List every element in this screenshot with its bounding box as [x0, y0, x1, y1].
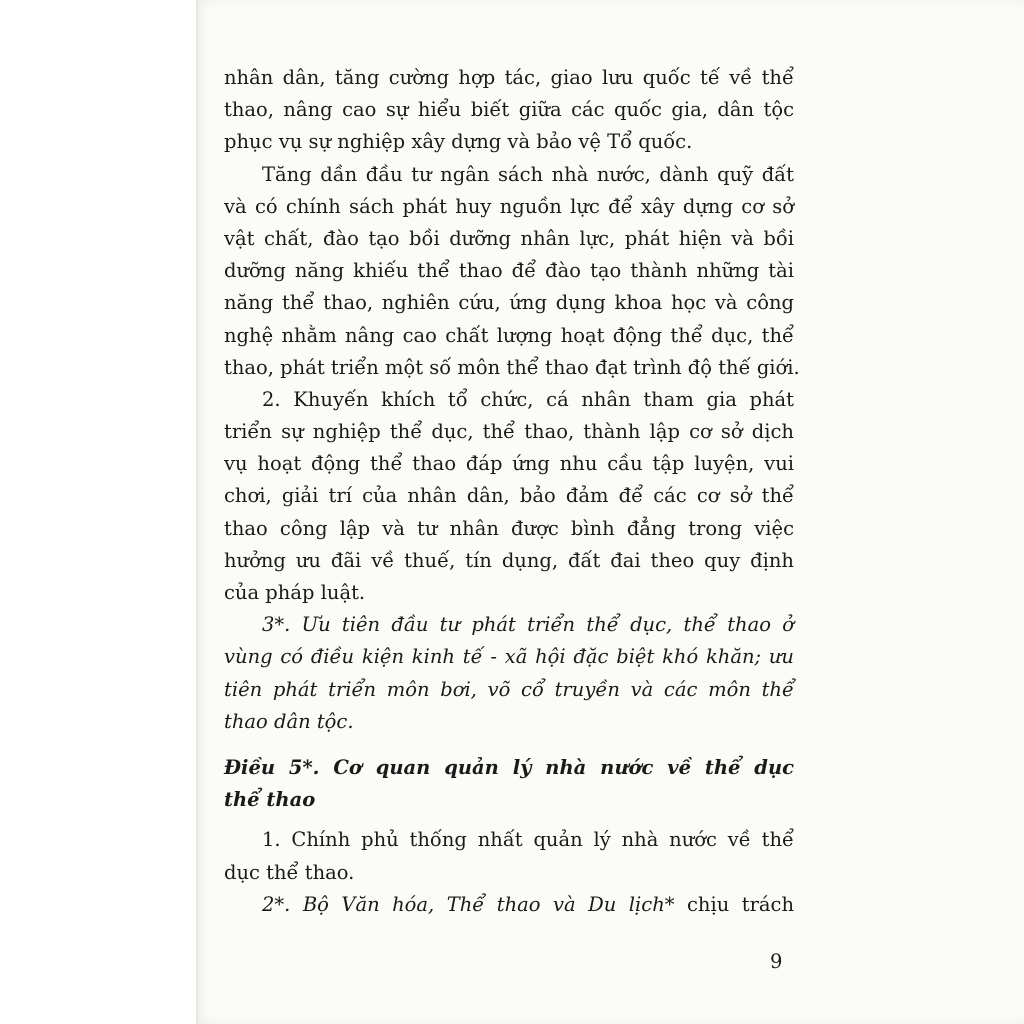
text-line: hưởng ưu đãi về thuế, tín dụng, đất đai theo quy định	[224, 548, 794, 572]
text-line	[224, 889, 794, 921]
text-line: thao công lập và tư nhân được bình đẳng trong việc	[224, 516, 794, 540]
text-line: triển sự nghiệp thể dục, thể thao, thành lập cơ sở dịch	[224, 420, 794, 444]
text-line-normal-part: chịu trách	[674, 892, 795, 916]
text-line: vụ hoạt động thể thao đáp ứng nhu cầu tập luyện, vui	[224, 452, 794, 476]
text-line: của pháp luật.	[224, 581, 366, 604]
text-line: thao, nâng cao sự hiểu biết giữa các quốc gia, dân tộc	[224, 98, 794, 122]
page-number: 9	[770, 950, 783, 973]
article-heading: Điều 5*. Cơ quan quản lý nhà nước về thể dục	[224, 755, 794, 779]
page-body-text	[224, 62, 800, 921]
text-line: 1. Chính phủ thống nhất quản lý nhà nước về thể	[262, 828, 794, 852]
text-line: phục vụ sự nghiệp xây dựng và bảo vệ Tổ quốc.	[224, 130, 693, 154]
text-line: chơi, giải trí của nhân dân, bảo đảm để các cơ sở thể	[224, 484, 794, 508]
text-line: dưỡng năng khiếu thể thao để đào tạo thành những tài	[224, 259, 794, 283]
text-line: nghệ nhằm nâng cao chất lượng hoạt động thể dục, thể	[224, 323, 794, 347]
text-line: nhân dân, tăng cường hợp tác, giao lưu quốc tế về thể	[224, 66, 794, 89]
text-line: thao, phát triển một số môn thể thao đạt trình độ thế giới.	[224, 355, 800, 379]
text-line: dục thể thao.	[224, 860, 355, 884]
text-line: vật chất, đào tạo bồi dưỡng nhân lực, phát hiện và bồi	[224, 226, 794, 250]
text-line-italic-part: 2*. Bộ Văn hóa, Thể thao và Du lịch*	[262, 892, 675, 916]
text-line: 2. Khuyến khích tổ chức, cá nhân tham gia phát	[262, 387, 794, 411]
text-line: Tăng dần đầu tư ngân sách nhà nước, dành quỹ đất	[262, 162, 794, 186]
article-heading: thể thao	[224, 788, 316, 812]
text-line: tiên phát triển môn bơi, võ cổ truyền và các môn thể	[224, 677, 794, 701]
text-line: 3*. Ưu tiên đầu tư phát triển thể dục, thể thao ở	[262, 613, 794, 637]
text-line: thao dân tộc.	[224, 709, 354, 733]
text-line: năng thể thao, nghiên cứu, ứng dụng khoa học và công	[224, 291, 794, 315]
text-line: và có chính sách phát huy nguồn lực để xây dựng cơ sở	[224, 194, 794, 218]
page-binding-edge	[196, 0, 198, 1024]
text-line: vùng có điều kiện kinh tế - xã hội đặc biệt khó khăn; ưu	[224, 645, 794, 669]
section-spacer	[224, 738, 794, 752]
section-spacer	[224, 816, 794, 824]
text-line-mixed	[262, 893, 794, 916]
